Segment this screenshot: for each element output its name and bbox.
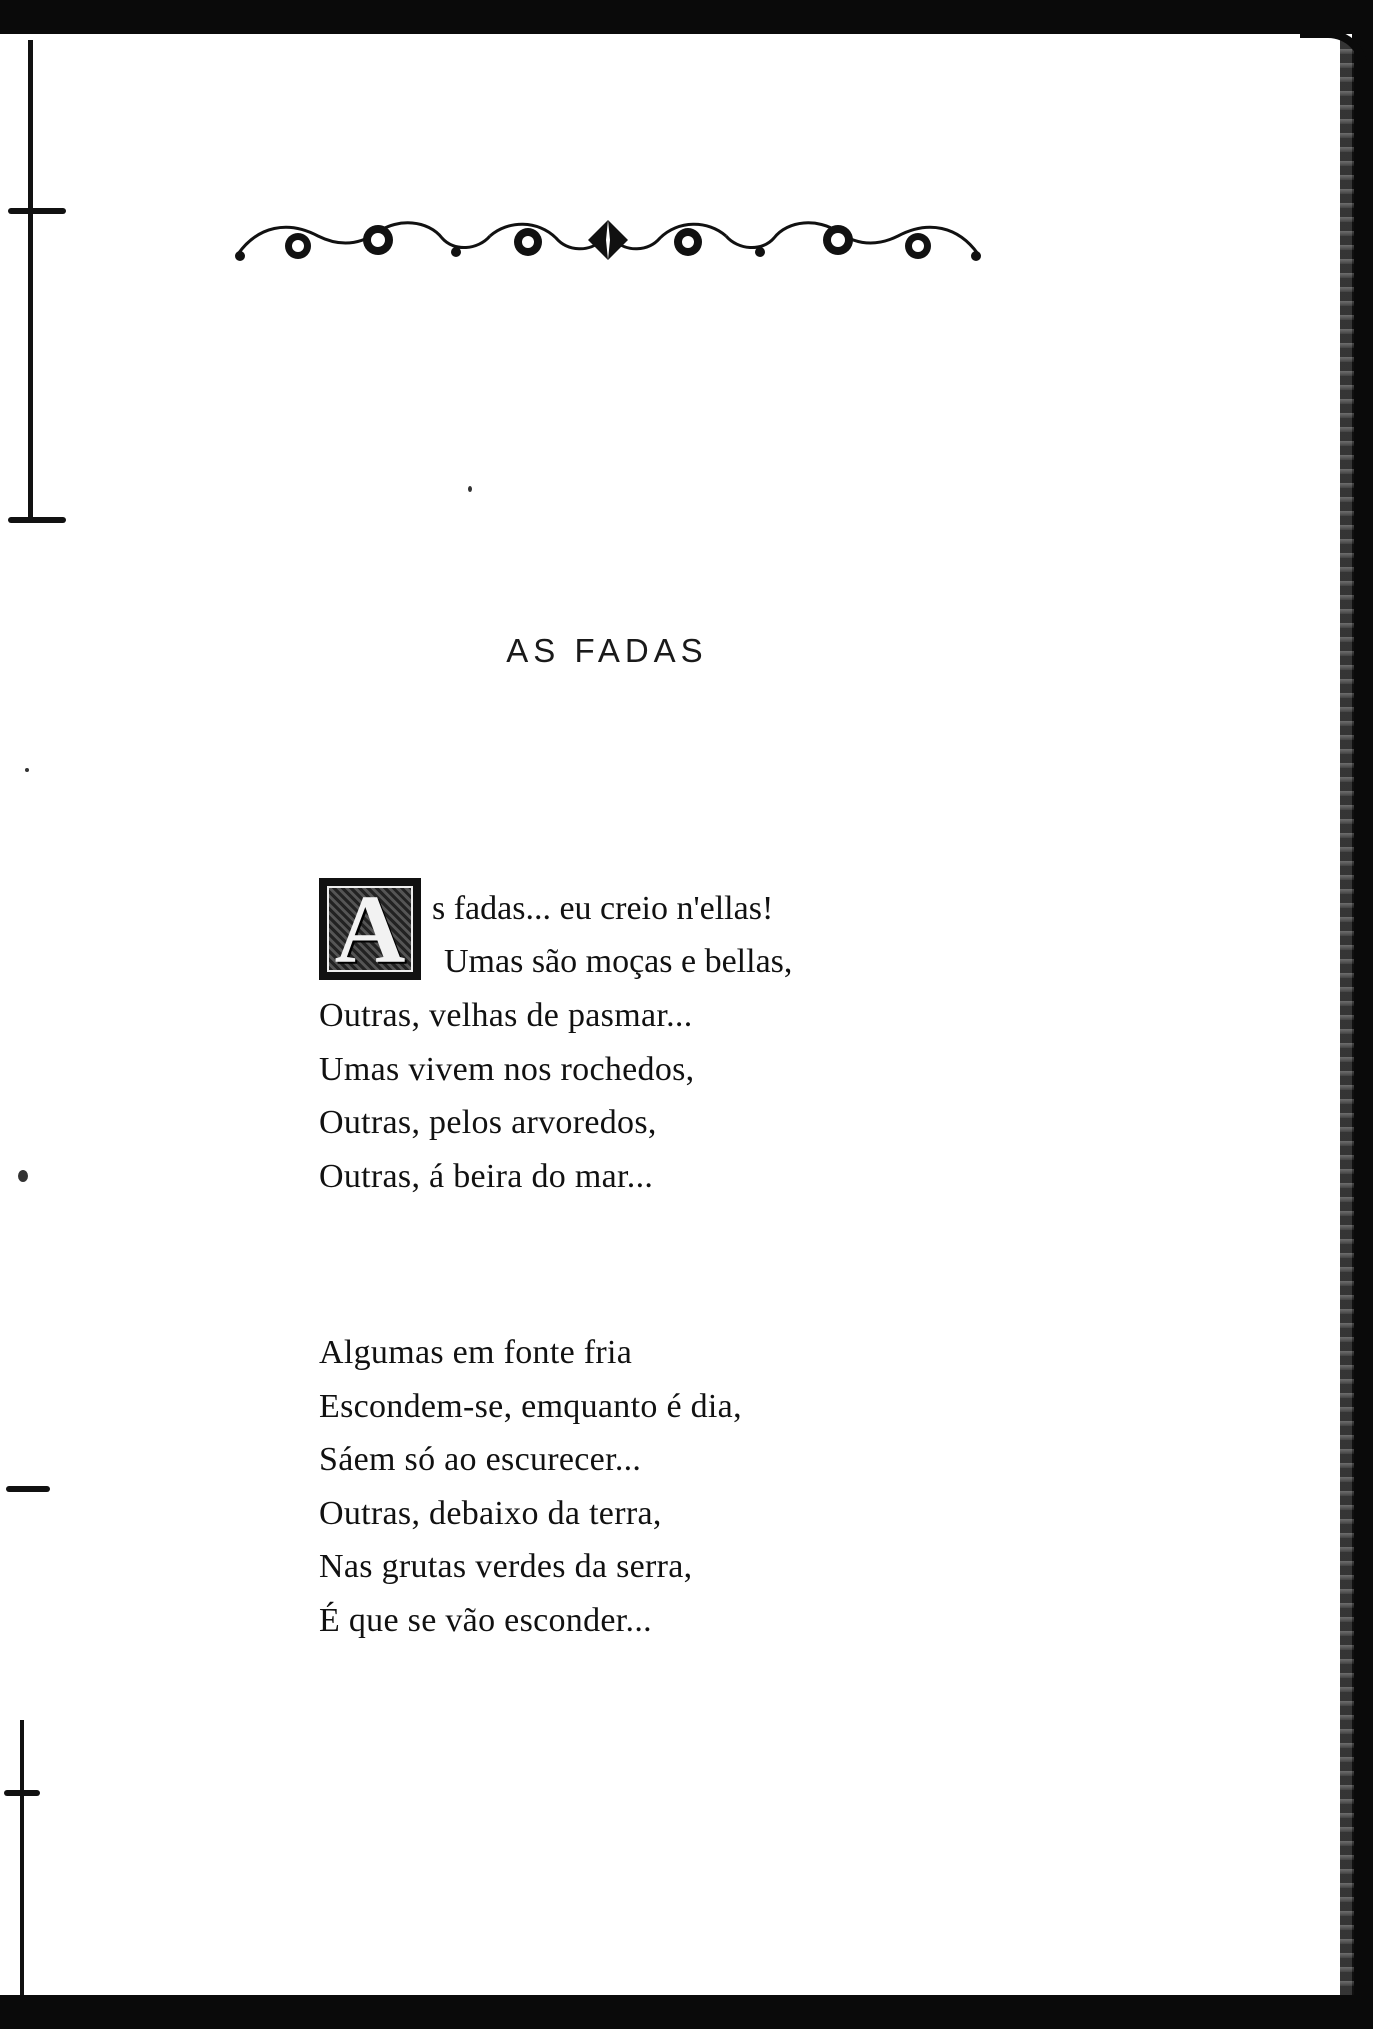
floral-scroll-ornament-icon (228, 206, 988, 272)
poem-line: Outras, velhas de pasmar... (319, 997, 693, 1034)
page-edge-shadow (1340, 40, 1354, 2000)
stanza-1 (319, 989, 694, 1203)
poem-line: Outras, pelos arvoredos, (319, 1104, 657, 1141)
dropcap-letter: A (334, 876, 406, 984)
binding-tick (8, 517, 66, 523)
stanza-2 (319, 1326, 742, 1647)
binding-tick (8, 208, 66, 214)
poem-line: Escondem-se, emquanto é dia, (319, 1387, 742, 1425)
ink-speck (18, 1170, 28, 1182)
ink-speck (25, 768, 29, 772)
scan-border-right (1352, 0, 1373, 2029)
scan-border-bottom (0, 1995, 1373, 2029)
ink-speck (468, 486, 472, 492)
poem-line: É que se vão esconder... (319, 1601, 652, 1639)
poem-line: s fadas... eu creio n'ellas! (432, 890, 774, 927)
poem-line: Outras, debaixo da terra, (319, 1494, 662, 1532)
dropcap-initial (319, 876, 421, 984)
binding-rule-left-lower (20, 1720, 24, 1995)
poem-line: Umas vivem nos rochedos, (319, 1050, 695, 1088)
poem-line: Umas são moças e bellas, (444, 943, 793, 980)
binding-tick (6, 1486, 50, 1492)
poem-line: Algumas em fonte fria (319, 1334, 633, 1371)
poem-line: Nas grutas verdes da serra, (319, 1548, 693, 1585)
binding-tick (4, 1790, 40, 1796)
binding-rule-left (28, 40, 33, 520)
poem-line: Outras, á beira do mar... (319, 1157, 654, 1195)
page-title: AS FADAS (506, 632, 708, 669)
scan-border-top (0, 0, 1373, 34)
poem-line: Sáem só ao escurecer... (319, 1441, 642, 1478)
